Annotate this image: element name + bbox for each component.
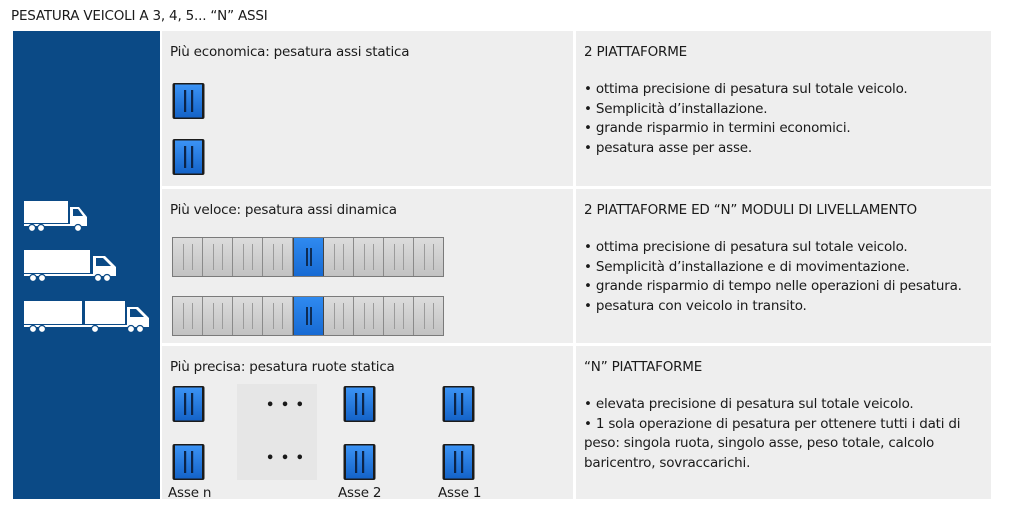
- row-2-bullets: [584, 238, 984, 316]
- bullet-item: • 1 sola operazione di pesatura per ottenere tutti i dati di peso: singola ruota, singolo asse, peso totale, calcolo baricentro, sovraccarichi.: [584, 415, 961, 471]
- row-1-system-cell: [576, 31, 991, 186]
- weighing-platform-icon: [293, 297, 324, 335]
- truck-3-axle-icon: [23, 198, 89, 232]
- axle-label-1: Asse 1: [438, 485, 482, 501]
- row-1-bullets: [584, 80, 984, 158]
- row-3-method-title: Più precisa: pesatura ruote statica: [170, 359, 395, 375]
- weighing-platform-icon: [442, 384, 475, 424]
- row-3-method-cell: [162, 346, 573, 499]
- weighing-platform-icon: [172, 81, 205, 121]
- bullet-item: • Semplicità d’installazione.: [584, 100, 768, 117]
- bullet-item: • Semplicità d’installazione e di movimentazione.: [584, 258, 910, 275]
- ellipsis: • • •: [266, 451, 305, 466]
- ellipsis: • • •: [266, 398, 305, 413]
- row-2-method-cell: [162, 189, 573, 343]
- leveling-modules-strip: [172, 237, 444, 277]
- truck-5-axle-icon: [23, 298, 151, 334]
- row-2-system-cell: [576, 189, 991, 343]
- page-title: PESATURA VEICOLI A 3, 4, 5... “N” ASSI: [11, 8, 268, 24]
- row-1-method-title: Più economica: pesatura assi statica: [170, 44, 410, 60]
- row-2-method-title: Più veloce: pesatura assi dinamica: [170, 202, 397, 218]
- bullet-item: • pesatura con veicolo in transito.: [584, 297, 807, 314]
- weighing-platform-icon: [343, 442, 376, 482]
- bullet-item: • elevata precisione di pesatura sul totale veicolo.: [584, 396, 914, 412]
- row-1-system-title: 2 PIATTAFORME: [584, 44, 687, 60]
- row-1-method-cell: [162, 31, 573, 186]
- row-2-system-title: 2 PIATTAFORME ED “N” MODULI DI LIVELLAMENTO: [584, 202, 917, 218]
- weighing-platform-icon: [442, 442, 475, 482]
- bullet-item: • grande risparmio in termini economici.: [584, 120, 851, 136]
- bullet-item: • pesatura asse per asse.: [584, 139, 752, 156]
- weighing-platform-icon: [172, 384, 205, 424]
- truck-4-axle-icon: [23, 247, 119, 283]
- bullet-item: • grande risparmio di tempo nelle operazioni di pesatura.: [584, 278, 962, 294]
- row-3-bullets: [584, 395, 984, 473]
- weighing-platform-icon: [172, 137, 205, 177]
- vehicle-types-band: [13, 31, 160, 499]
- bullet-item: • ottima precisione di pesatura sul totale veicolo.: [584, 239, 908, 255]
- weighing-platform-icon: [343, 384, 376, 424]
- row-3-system-cell: [576, 346, 991, 499]
- weighing-platform-icon: [293, 238, 324, 276]
- leveling-modules-strip: [172, 296, 444, 336]
- axle-label-n: Asse n: [168, 485, 212, 501]
- axle-label-2: Asse 2: [338, 485, 382, 501]
- row-3-system-title: “N” PIATTAFORME: [584, 359, 703, 375]
- weighing-platform-icon: [172, 442, 205, 482]
- bullet-item: • ottima precisione di pesatura sul totale veicolo.: [584, 81, 908, 97]
